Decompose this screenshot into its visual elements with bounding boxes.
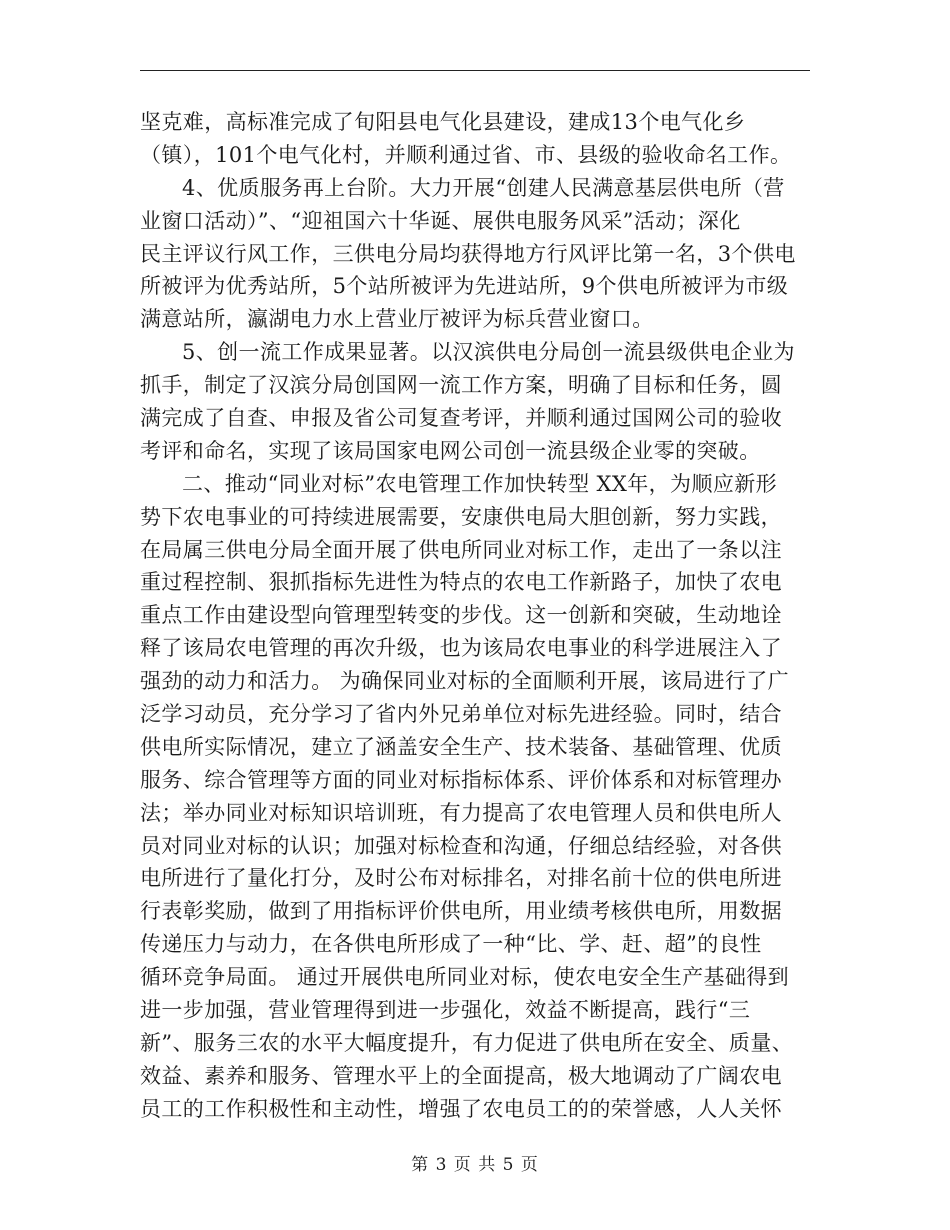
paragraph-line: 4、优质服务再上台阶。大力开展“创建人民满意基层供电所（营 [182, 175, 785, 200]
paragraph-line: 满意站所，瀛湖电力水上营业厅被评为标兵营业窗口。 [140, 307, 654, 332]
paragraph-line: 释了该局农电管理的再次升级，也为该局农电事业的科学进展注入了 [140, 636, 782, 661]
paragraph-line: 员对同业对标的认识；加强对标检查和沟通，仔细总结经验，对各供 [140, 833, 782, 858]
paragraph-line: 法；举办同业对标知识培训班，有力提高了农电管理人员和供电所人 [140, 800, 782, 825]
paragraph-line: 供电所实际情况，建立了涵盖安全生产、技术装备、基础管理、优质 [140, 734, 782, 759]
paragraph-line: 势下农电事业的可持续进展需要，安康供电局大胆创新，努力实践， [140, 504, 782, 529]
paragraph-line: 重过程控制、狠抓指标先进性为特点的农电工作新路子，加快了农电 [140, 570, 782, 595]
paragraph-line: 重点工作由建设型向管理型转变的步伐。这一创新和突破，生动地诠 [140, 603, 782, 628]
paragraph-line: 考评和命名，实现了该局国家电网公司创一流县级企业零的突破。 [140, 438, 761, 463]
paragraph-line: 所被评为优秀站所，5个站所被评为先进站所，9个供电所被评为市级 [140, 274, 789, 299]
paragraph-line: 电所进行了量化打分，及时公布对标排名，对排名前十位的供电所进 [140, 866, 782, 891]
paragraph-line: 在局属三供电分局全面开展了供电所同业对标工作，走出了一条以注 [140, 537, 782, 562]
paragraph-line: 新”、服务三农的水平大幅度提升，有力促进了供电所在安全、质量、 [140, 1030, 794, 1055]
paragraph-line: 业窗口活动）”、“迎祖国六十华诞、展供电服务风采”活动；深化 [140, 208, 741, 233]
paragraph-line: 民主评议行风工作，三供电分局均获得地方行风评比第一名，3个供电 [140, 241, 796, 266]
paragraph-line: 服务、综合管理等方面的同业对标指标体系、评价体系和对标管理办 [140, 767, 782, 792]
paragraph-line: 抓手，制定了汉滨分局创国网一流工作方案，明确了目标和任务，圆 [140, 373, 782, 398]
paragraph-line: 5、创一流工作成果显著。以汉滨供电分局创一流县级供电企业为 [182, 340, 795, 365]
paragraph-line: 强劲的动力和活力。 为确保同业对标的全面顺利开展，该局进行了广 [140, 669, 790, 694]
paragraph-line: （镇），101个电气化村，并顺利通过省、市、县级的验收命名工作。 [140, 142, 792, 167]
page-number: 第 3 页 共 5 页 [411, 1155, 539, 1175]
header-rule [140, 70, 810, 71]
paragraph-line: 循环竞争局面。 通过开展供电所同业对标，使农电安全生产基础得到 [140, 965, 790, 990]
paragraph-line: 坚克难，高标准完成了旬阳县电气化县建设，建成13个电气化乡 [140, 110, 746, 134]
paragraph-line: 二、推动“同业对标”农电管理工作加快转型 XX年，为顺应新形 [182, 471, 778, 496]
paragraph-line: 进一步加强，营业管理得到进一步强化，效益不断提高，践行“三 [140, 998, 751, 1023]
paragraph-line: 泛学习动员，充分学习了省内外兄弟单位对标先进经验。同时，结合 [140, 702, 782, 727]
paragraph-line: 行表彰奖励，做到了用指标评价供电所，用业绩考核供电所，用数据 [140, 899, 782, 924]
document-body [140, 106, 810, 1126]
paragraph-line: 员工的工作积极性和主动性，增强了农电员工的的荣誉感，人人关怀 [140, 1096, 782, 1121]
paragraph-line: 满完成了自查、申报及省公司复查考评，并顺利通过国网公司的验收 [140, 406, 782, 431]
paragraph-line: 效益、素养和服务、管理水平上的全面提高，极大地调动了广阔农电 [140, 1063, 782, 1088]
paragraph-line: 传递压力与动力，在各供电所形成了一种“比、学、赶、超”的良性 [140, 932, 762, 957]
